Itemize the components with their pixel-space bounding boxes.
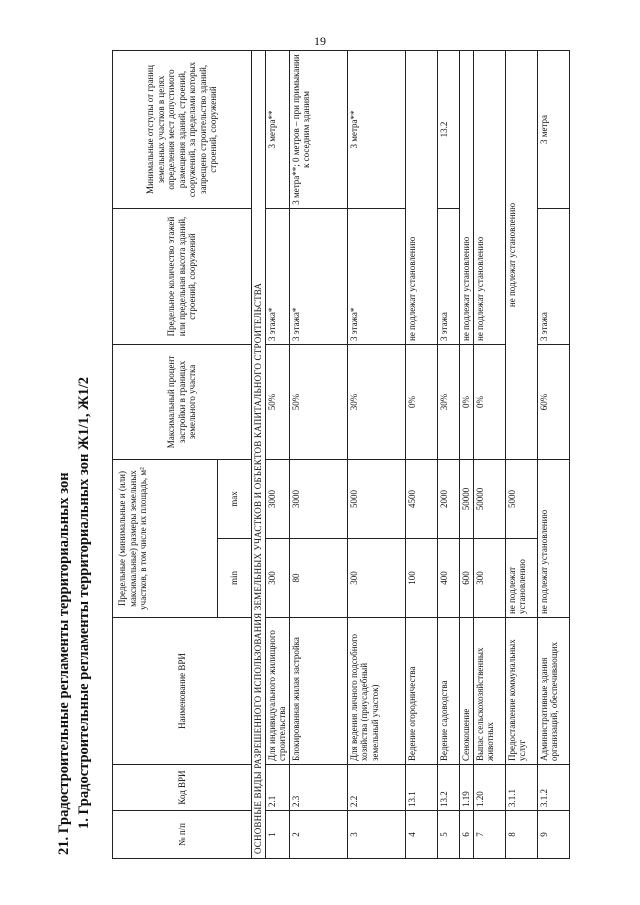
cell-name: Сенокошение xyxy=(459,618,473,765)
header-setback: Минимальные отступы от границ земельных участков в целях определения мест допустимого размещения зданий, строений, сооружений, за пределами которых запрещено строительство зданий, строений, сооружений xyxy=(113,51,252,209)
cell-setback: 3 метра**; 0 метров – при примыкании к соседним зданиям xyxy=(289,51,347,209)
table-row xyxy=(265,51,289,859)
cell-floors-setback: не подлежат установлению xyxy=(459,51,473,345)
header-num: № п/п xyxy=(113,811,252,859)
cell-percent: 0% xyxy=(405,345,437,460)
page-number: 19 xyxy=(314,34,326,48)
cell-min: 600 xyxy=(459,539,473,618)
cell-max: 3000 xyxy=(289,460,347,539)
header-percent: Максимальный процент застройки в границах земельного участка xyxy=(113,345,252,460)
table-row xyxy=(437,51,459,859)
cell-max: 4500 xyxy=(405,460,437,539)
header-max: max xyxy=(218,460,252,539)
cell-num: 1 xyxy=(265,811,289,859)
heading-sub: 1. Градостроительные регламенты территориальных зон Ж1/1, Ж1/2 xyxy=(76,376,92,829)
cell-floors: 3 этажа* xyxy=(289,209,347,345)
cell-percent: 50% xyxy=(265,345,289,460)
cell-percent: 50% xyxy=(289,345,347,460)
cell-num: 3 xyxy=(347,811,405,859)
cell-name: Ведение огородничества xyxy=(405,618,437,765)
cell-min: 400 xyxy=(437,539,459,618)
cell-max: 5000 xyxy=(505,460,537,539)
cell-percent: 30% xyxy=(437,345,459,460)
cell-setback: 3 метра** xyxy=(347,51,405,209)
cell-setback: 3 метра** xyxy=(265,51,289,209)
section-title: ОСНОВНЫЕ ВИДЫ РАЗРЕШЕННОГО ИСПОЛЬЗОВАНИЯ ЗЕМЕЛЬНЫХ УЧАСТКОВ И ОБЪЕКТОВ КАПИТАЛЬНОГО СТРОИТЕЛЬСТВА xyxy=(252,51,266,859)
cell-code: 13.1 xyxy=(405,765,437,811)
cell-num: 4 xyxy=(405,811,437,859)
header-min: min xyxy=(218,539,252,618)
cell-percent: 30% xyxy=(347,345,405,460)
cell-min: не подлежат установлению xyxy=(505,539,537,618)
headings xyxy=(48,51,112,859)
cell-num: 8 xyxy=(505,811,537,859)
cell-setback: 13.2 xyxy=(437,51,459,209)
cell-num: 7 xyxy=(473,811,505,859)
cell-code: 3.1.2 xyxy=(537,765,569,811)
cell-min-max: не подлежат установлению xyxy=(537,460,569,618)
cell-code: 2.1 xyxy=(265,765,289,811)
table-row xyxy=(347,51,405,859)
cell-num: 2 xyxy=(289,811,347,859)
table-row xyxy=(537,51,569,859)
cell-name: Предоставление коммунальных услуг xyxy=(505,618,537,765)
cell-code: 13.2 xyxy=(437,765,459,811)
cell-floors: 3 этажа xyxy=(537,209,569,345)
cell-min: 300 xyxy=(347,539,405,618)
cell-max: 2000 xyxy=(437,460,459,539)
cell-num: 5 xyxy=(437,811,459,859)
cell-max: 50000 xyxy=(459,460,473,539)
cell-percent: 60% xyxy=(537,345,569,460)
cell-code: 2.2 xyxy=(347,765,405,811)
table-row xyxy=(289,51,347,859)
cell-floors: 3 этажа xyxy=(437,209,459,345)
cell-percent: 0% xyxy=(473,345,505,460)
cell-floors: 3 этажа* xyxy=(347,209,405,345)
header-floors: Предельное количество этажей или предельная высота зданий, строений, сооружений xyxy=(113,209,252,345)
cell-floors-setback: не подлежат установлению xyxy=(405,51,437,345)
cell-percent-floors-setback: не подлежат установлению xyxy=(505,51,537,460)
cell-num: 9 xyxy=(537,811,569,859)
cell-code: 2.3 xyxy=(289,765,347,811)
cell-floors: 3 этажа* xyxy=(265,209,289,345)
regulations-table xyxy=(112,50,570,859)
cell-name: Ведение садоводства xyxy=(437,618,459,765)
cell-name: Выпас сельскохозяйственных животных xyxy=(473,618,505,765)
cell-code: 1.20 xyxy=(473,765,505,811)
header-code: Код ВРИ xyxy=(113,765,252,811)
header-size: Предельные (минимальные и (или) максимальные) размеры земельных участков, в том числе их площадь, м² xyxy=(113,460,218,618)
cell-percent: 0% xyxy=(459,345,473,460)
rotated-page-content xyxy=(48,51,570,859)
header-name: Наименование ВРИ xyxy=(113,618,252,765)
cell-name: Для индивидуального жилищного строительства xyxy=(265,618,289,765)
table-row xyxy=(473,51,505,859)
cell-max: 3000 xyxy=(265,460,289,539)
cell-min: 80 xyxy=(289,539,347,618)
cell-min: 300 xyxy=(265,539,289,618)
table-row xyxy=(459,51,473,859)
heading-main: 21. Градостроительные регламенты территориальных зон xyxy=(56,472,72,855)
cell-setback: 3 метра xyxy=(537,51,569,209)
cell-code: 3.1.1 xyxy=(505,765,537,811)
cell-min: 300 xyxy=(473,539,505,618)
cell-max: 50000 xyxy=(473,460,505,539)
cell-code: 1.19 xyxy=(459,765,473,811)
cell-min: 100 xyxy=(405,539,437,618)
table-row xyxy=(505,51,537,859)
cell-floors-setback: не подлежат установлению xyxy=(473,51,505,345)
cell-max: 5000 xyxy=(347,460,405,539)
table-row xyxy=(405,51,437,859)
cell-num: 6 xyxy=(459,811,473,859)
cell-name: Административные здания организаций, обеспечивающих xyxy=(537,618,569,765)
cell-name: Для ведения личного подсобного хозяйства (приусадебный земельный участок) xyxy=(347,618,405,765)
cell-name: Блокированная жилая застройка xyxy=(289,618,347,765)
